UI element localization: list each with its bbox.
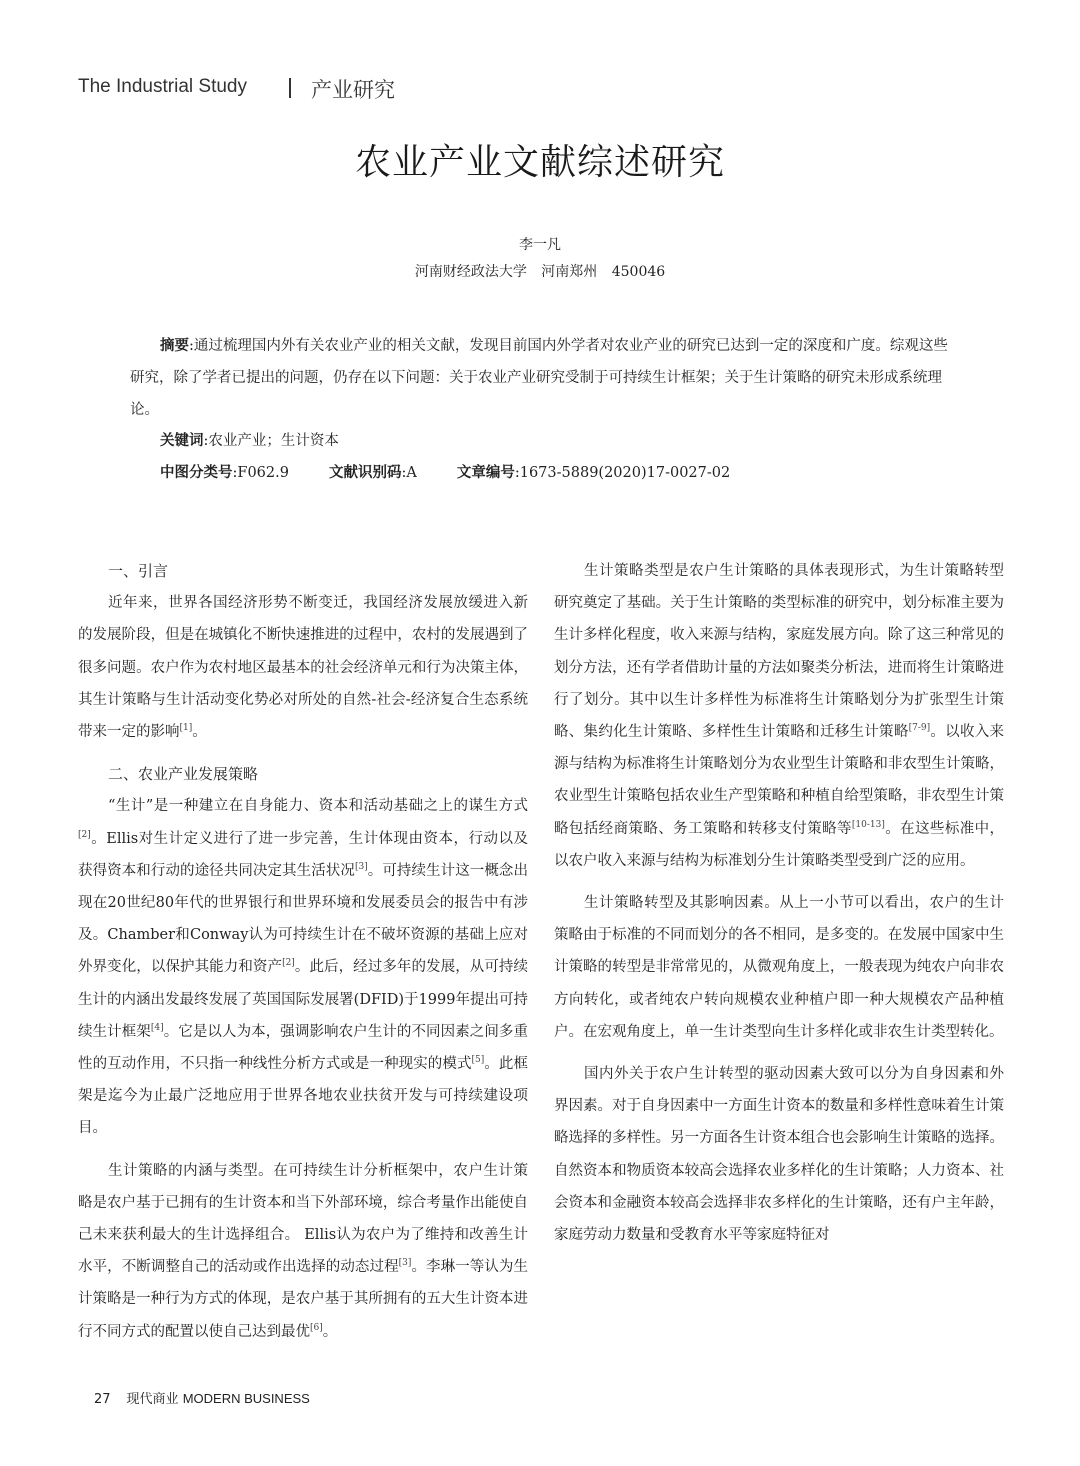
article-number-label: 文章编号	[456, 465, 515, 481]
doc-code-value: :A	[401, 465, 417, 481]
paragraph: 生计策略转型及其影响因素。从上一小节可以看出，农户的生计策略由于标准的不同而划分的各不相同，是多变的。在发展中国家中生计策略的转型是非常常见的，从微观角度上，一般表现为纯农户向非农方向转化，或者纯农户转向规模农业种植户即一种大规模农产品种植户。在宏观角度上，单一生计类型向生计多样化或非农生计类型转化。	[554, 895, 1004, 1040]
header-divider	[289, 78, 291, 98]
paragraph: 国内外关于农户生计转型的驱动因素大致可以分为自身因素和外界因素。对于自身因素中一方面生计资本的数量和多样性意味着生计策略选择的多样性。另一方面各生计资本组合也会影响生计策略的选择。自然资本和物质资本较高会选择农业多样化的生计策略；人力资本、社会资本和金融资本较高会选择非农多样化的生计策略，还有户主年龄，家庭劳动力数量和受教育水平等家庭特征对	[554, 1066, 1004, 1244]
section-name: 产业研究	[311, 78, 395, 102]
keywords	[160, 429, 339, 450]
body-column-left	[78, 555, 528, 1358]
journal-name-en: The Industrial Study	[78, 76, 247, 97]
abstract-label: 摘要	[160, 338, 189, 354]
keywords-label: 关键词	[160, 433, 204, 449]
article-title: 农业产业文献综述研究	[354, 142, 725, 183]
article-number-value: :1673-5889(2020)17-0027-02	[514, 465, 731, 481]
keywords-text: :农业产业；生计资本	[203, 433, 339, 449]
paragraph: “生计”是一种建立在自身能力、资本和活动基础之上的谋生方式[2]。Ellis对生计定义进行了进一步完善，生计体现由资本，行动以及获得资本和行动的途径共同决定其生活状况[3]。可持续生计这一概念出现在20世纪80年代的世界银行和世界环境和发展委员会的报告中有涉及。Chamber和Conway认为可持续生计在不破坏资源的基础上应对外界变化，以保护其能力和资产[2]。此后，经过多年的发展，从可持续生计的内涵出发最终发展了英国国际发展署(DFID)于1999年提出可持续生计框架[4]。它是以人为本，强调影响农户生计的不同因素之间多重性的互动作用，不只指一种线性分析方式或是一种现实的模式[5]。此框架是迄今为止最广泛地应用于世界各地农业扶贫开发与可持续建设项目。	[78, 798, 529, 1137]
clc-value: :F062.9	[232, 465, 289, 481]
citation: [2]	[282, 958, 295, 969]
paragraph: 近年来，世界各国经济形势不断变迁，我国经济发展放缓进入新的发展阶段，但是在城镇化不断快速推进的过程中，农村的发展遇到了很多问题。农户作为农村地区最基本的社会经济单元和行为决策主体，其生计策略与生计活动变化势必对所处的自然-社会-经济复合生态系统带来一定的影响[1]。	[78, 595, 528, 741]
body-column-right	[554, 555, 1004, 1261]
author-affiliation: 河南财经政法大学 河南郑州 450046	[414, 264, 666, 280]
citation: [2]	[78, 829, 91, 840]
author-name: 李一凡	[519, 237, 561, 253]
citation: [1]	[179, 723, 193, 734]
paragraph: 生计策略类型是农户生计策略的具体表现形式，为生计策略转型研究奠定了基础。关于生计策略的类型标准的研究中，划分标准主要为生计多样化程度，收入来源与结构，家庭发展方向。除了这三种常见的划分方法，还有学者借助计量的方法如聚类分析法，进而将生计策略进行了划分。其中以生计多样性为标准将生计策略划分为扩张型生计策略、集约化生计策略、多样性生计策略和迁移生计策略[7-9]。以收入来源与结构为标准将生计策略划分为农业型生计策略和非农型生计策略，农业型生计策略包括农业生产型策略和种植自给型策略，非农型生计策略包括经商策略、务工策略和转移支付策略等[10-13]。在这些标准中，以农户收入来源与结构为标准划分生计策略类型受到广泛的应用。	[554, 563, 1005, 869]
abstract-text: :通过梳理国内外有关农业产业的相关文献，发现目前国内外学者对农业产业的研究已达到一定的深度和广度。综观这些研究，除了学者已提出的问题，仍存在以下问题：关于农业产业研究受制于可持续生计框架；关于生计策略的研究未形成系统理论。	[130, 338, 948, 418]
citation: [3]	[354, 862, 368, 872]
article-identifiers	[160, 461, 770, 482]
paragraph: 生计策略的内涵与类型。在可持续生计分析框架中，农户生计策略是农户基于已拥有的生计资本和当下外部环境，综合考量作出能使自己未来获利最大的生计选择组合。 Ellis认为农户为了维持和改善生计水平，不断调整自己的活动或作出选择的动态过程[3]。李琳一等认为生计策略是一种行为方式的体现，是农户基于其所拥有的五大生计资本进行不同方式的配置以使自己达到最优[6]。	[78, 1162, 529, 1340]
citation: [7-9]	[908, 723, 931, 734]
citation: [10-13]	[851, 819, 885, 830]
journal-name-en-footer: MODERN BUSINESS	[182, 1391, 310, 1406]
citation: [6]	[310, 1322, 323, 1333]
citation: [5]	[471, 1055, 485, 1066]
journal-name-cn: 现代商业	[126, 1392, 179, 1407]
citation: [3]	[398, 1258, 412, 1269]
clc-label: 中图分类号	[160, 465, 233, 481]
abstract	[130, 330, 950, 426]
page-number: 27	[94, 1392, 111, 1407]
section-heading-intro: 一、引言	[108, 562, 169, 580]
doc-code-label: 文献识别码	[328, 465, 402, 481]
page-footer	[94, 1388, 310, 1407]
citation: [4]	[150, 1023, 164, 1034]
section-heading-strategy: 二、农业产业发展策略	[108, 765, 259, 784]
